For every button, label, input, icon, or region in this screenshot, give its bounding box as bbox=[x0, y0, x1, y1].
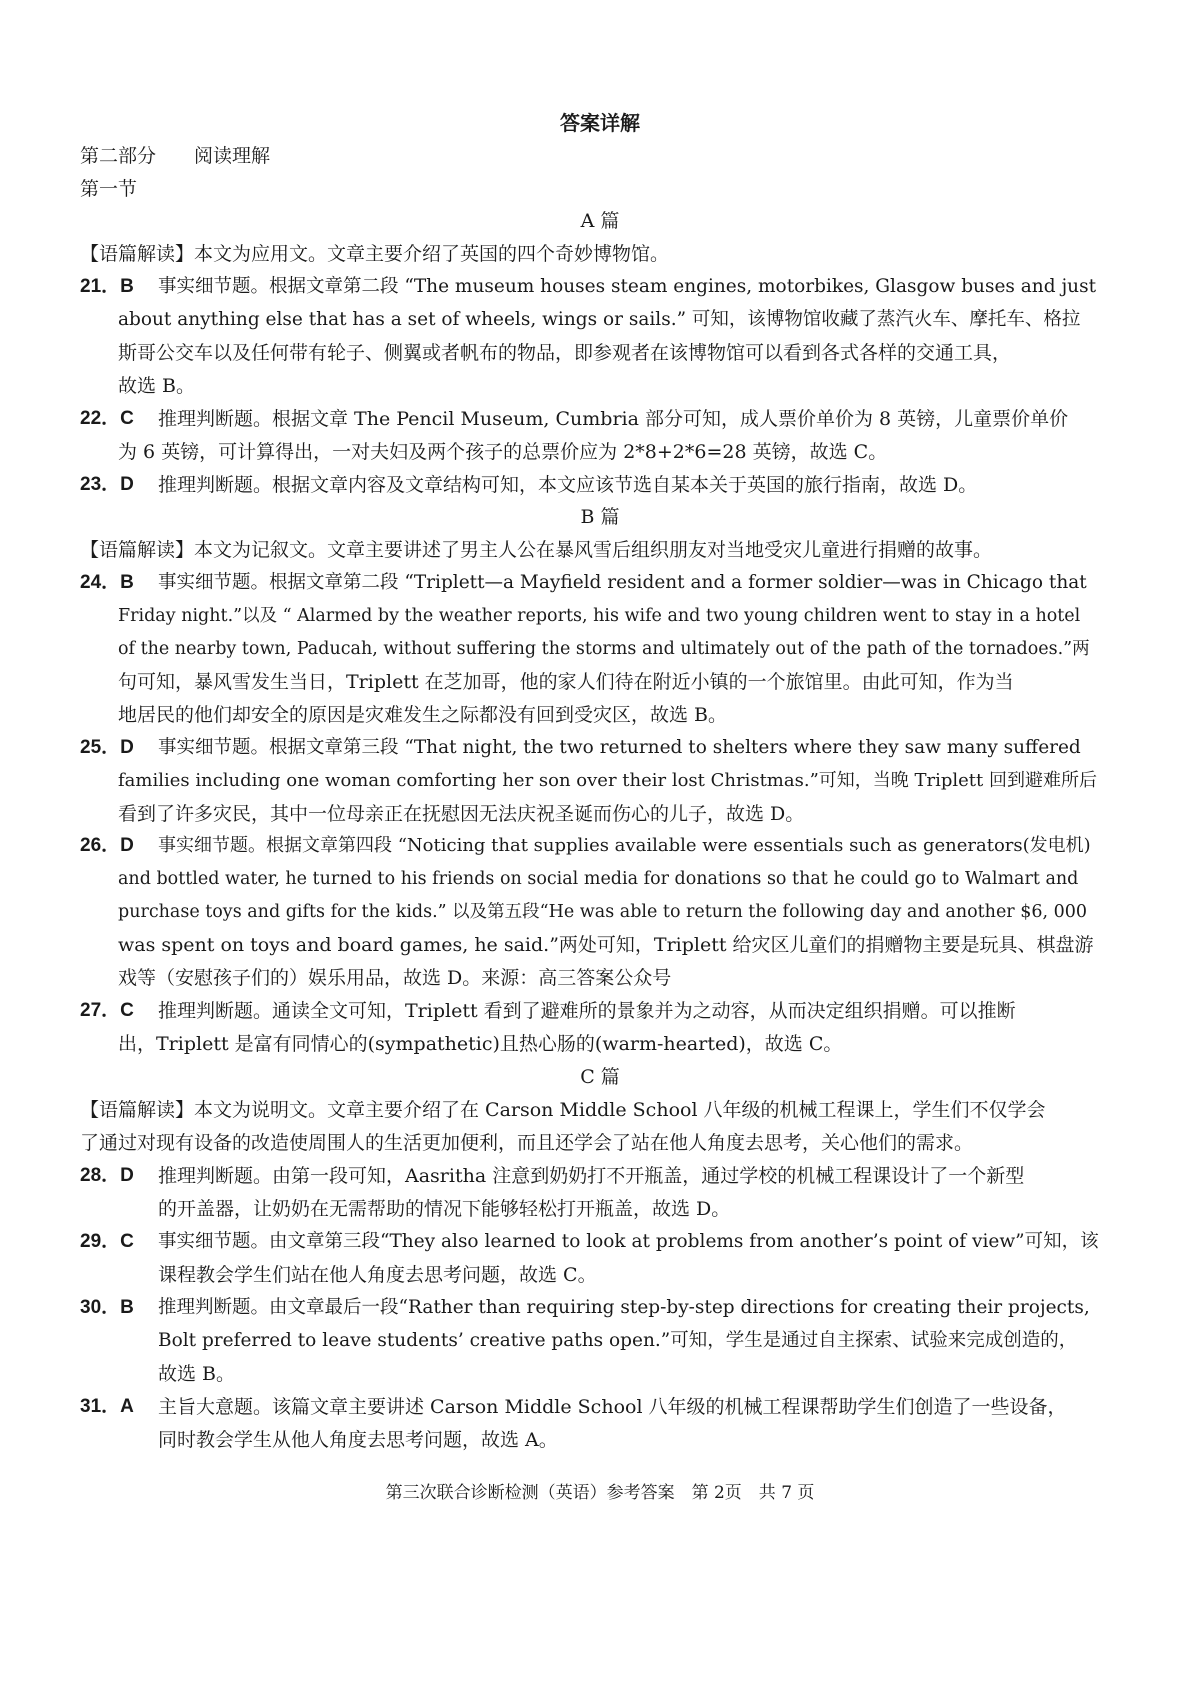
passage-c-intro: 【语篇解读】本文为说明文。文章主要介绍了在 Carson Middle School 八年级的机械工程课上，学生们不仅学会 bbox=[80, 1099, 1046, 1121]
q24-line: 事实细节题。根据文章第二段 “Triplett—a Mayfield resident and a former soldier—was in Chicago that bbox=[158, 572, 1087, 593]
q31-answer: 31．A bbox=[80, 1396, 134, 1417]
q22-line: 推理判断题。根据文章 The Pencil Museum, Cumbria 部分可知，成人票价单价为 8 英镑，儿童票价单价 bbox=[158, 408, 1069, 430]
q24-line: 句可知，暴风雪发生当日，Triplett 在芝加哥，他的家人们待在附近小镇的一个旅馆里。由此可知，作为当 bbox=[118, 671, 1014, 693]
page-title: 答案详解 bbox=[560, 111, 640, 135]
q29-answer: 29．C bbox=[80, 1231, 134, 1252]
q26-line: 事实细节题。根据文章第四段 “Noticing that supplies available were essentials such as generators(发电机) bbox=[158, 835, 1091, 856]
q28-line: 推理判断题。由第一段可知，Aasritha 注意到奶奶打不开瓶盖，通过学校的机械工程课设计了一个新型 bbox=[158, 1165, 1025, 1187]
q24-line: of the nearby town, Paducah, without suffering the storms and ultimately out of the path of the tornadoes.”两 bbox=[118, 639, 1090, 659]
q30-answer: 30．B bbox=[80, 1297, 134, 1318]
q27-line: 出，Triplett 是富有同情心的(sympathetic)且热心肠的(warm-hearted)，故选 C。 bbox=[118, 1033, 843, 1055]
section-heading: 第一节 bbox=[80, 178, 138, 200]
passage-a-intro: 【语篇解读】本文为应用文。文章主要介绍了英国的四个奇妙博物馆。 bbox=[80, 243, 670, 265]
q27-line: 推理判断题。通读全文可知，Triplett 看到了避难所的景象并为之动容，从而决定组织捐赠。可以推断 bbox=[158, 1000, 1016, 1022]
q25-line: 事实细节题。根据文章第三段 “That night, the two returned to shelters where they saw many suffered bbox=[158, 737, 1081, 758]
q25-answer: 25．D bbox=[80, 737, 134, 758]
passage-c-intro: 了通过对现有设备的改造使周围人的生活更加便利，而且还学会了站在他人角度去思考，关心他们的需求。 bbox=[80, 1132, 974, 1154]
q21-line: about anything else that has a set of wheels, wings or sails.” 可知，该博物馆收藏了蒸汽火车、摩托车、格拉 bbox=[118, 309, 1081, 330]
q26-line: 戏等（安慰孩子们的）娱乐用品，故选 D。来源：高三答案公众号 bbox=[118, 967, 672, 989]
q25-line: families including one woman comforting her son over their lost Christmas.”可知，当晚 Triplett 回到避难所后 bbox=[118, 770, 1097, 791]
q21-line: 事实细节题。根据文章第二段 “The museum houses steam engines, motorbikes, Glasgow buses and just bbox=[158, 276, 1097, 297]
q24-answer: 24．B bbox=[80, 572, 134, 593]
q30-line: 推理判断题。由文章最后一段“Rather than requiring step-by-step directions for creating their projects, bbox=[158, 1297, 1090, 1318]
q21-answer: 21．B bbox=[80, 276, 134, 297]
q26-line: purchase toys and gifts for the kids.” 以及第五段“He was able to return the following day and another $6, 000 bbox=[118, 902, 1088, 922]
q26-line: and bottled water, he turned to his friends on social media for donations so that he could go to Walmart and bbox=[118, 869, 1079, 889]
q23-line: 推理判断题。根据文章内容及文章结构可知，本文应该节选自某本关于英国的旅行指南，故选 D。 bbox=[158, 474, 978, 496]
q31-line: 同时教会学生从他人角度去思考问题，故选 A。 bbox=[158, 1429, 558, 1451]
q24-line: 地居民的他们却安全的原因是灾难发生之际都没有回到受灾区，故选 B。 bbox=[118, 704, 728, 726]
q29-line: 课程教会学生们站在他人角度去思考问题，故选 C。 bbox=[158, 1264, 597, 1286]
q28-line: 的开盖器，让奶奶在无需帮助的情况下能够轻松打开瓶盖，故选 D。 bbox=[158, 1198, 731, 1220]
q25-line: 看到了许多灾民，其中一位母亲正在抚慰因无法庆祝圣诞而伤心的儿子，故选 D。 bbox=[118, 803, 805, 825]
q22-answer: 22．C bbox=[80, 408, 134, 429]
q29-line: 事实细节题。由文章第三段“They also learned to look at problems from another’s point of view”可知，该 bbox=[158, 1231, 1099, 1252]
q26-line: was spent on toys and board games, he said.”两处可知，Triplett 给灾区儿童们的捐赠物主要是玩具、棋盘游 bbox=[118, 934, 1094, 956]
q30-line: Bolt preferred to leave students’ creative paths open.”可知，学生是通过自主探索、试验来完成创造的， bbox=[158, 1330, 1078, 1351]
q23-answer: 23．D bbox=[80, 474, 134, 495]
passage-a-label: A 篇 bbox=[580, 210, 620, 232]
q31-line: 主旨大意题。该篇文章主要讲述 Carson Middle School 八年级的机械工程课帮助学生们创造了一些设备， bbox=[158, 1396, 1067, 1418]
q28-answer: 28．D bbox=[80, 1165, 134, 1186]
passage-b-label: B 篇 bbox=[580, 506, 620, 528]
q27-answer: 27．C bbox=[80, 1000, 134, 1021]
q26-answer: 26．D bbox=[80, 835, 134, 856]
q22-line: 为 6 英镑，可计算得出，一对夫妇及两个孩子的总票价应为 2*8+2*6=28 英镑，故选 C。 bbox=[118, 441, 888, 463]
passage-b-intro: 【语篇解读】本文为记叙文。文章主要讲述了男主人公在暴风雪后组织朋友对当地受灾儿童进行捐赠的故事。 bbox=[80, 539, 993, 561]
page-footer: 第三次联合诊断检测（英语）参考答案 第 2页 共 7 页 bbox=[385, 1483, 815, 1503]
q21-line: 故选 B。 bbox=[118, 375, 196, 397]
part-heading: 第二部分 阅读理解 bbox=[80, 145, 271, 167]
q30-line: 故选 B。 bbox=[158, 1363, 236, 1385]
q24-line: Friday night.”以及 “ Alarmed by the weather reports, his wife and two young children went to stay in a hotel bbox=[118, 606, 1081, 626]
passage-c-label: C 篇 bbox=[580, 1066, 620, 1088]
q21-line: 斯哥公交车以及任何带有轮子、侧翼或者帆布的物品，即参观者在该博物馆可以看到各式各样的交通工具， bbox=[118, 342, 1012, 364]
